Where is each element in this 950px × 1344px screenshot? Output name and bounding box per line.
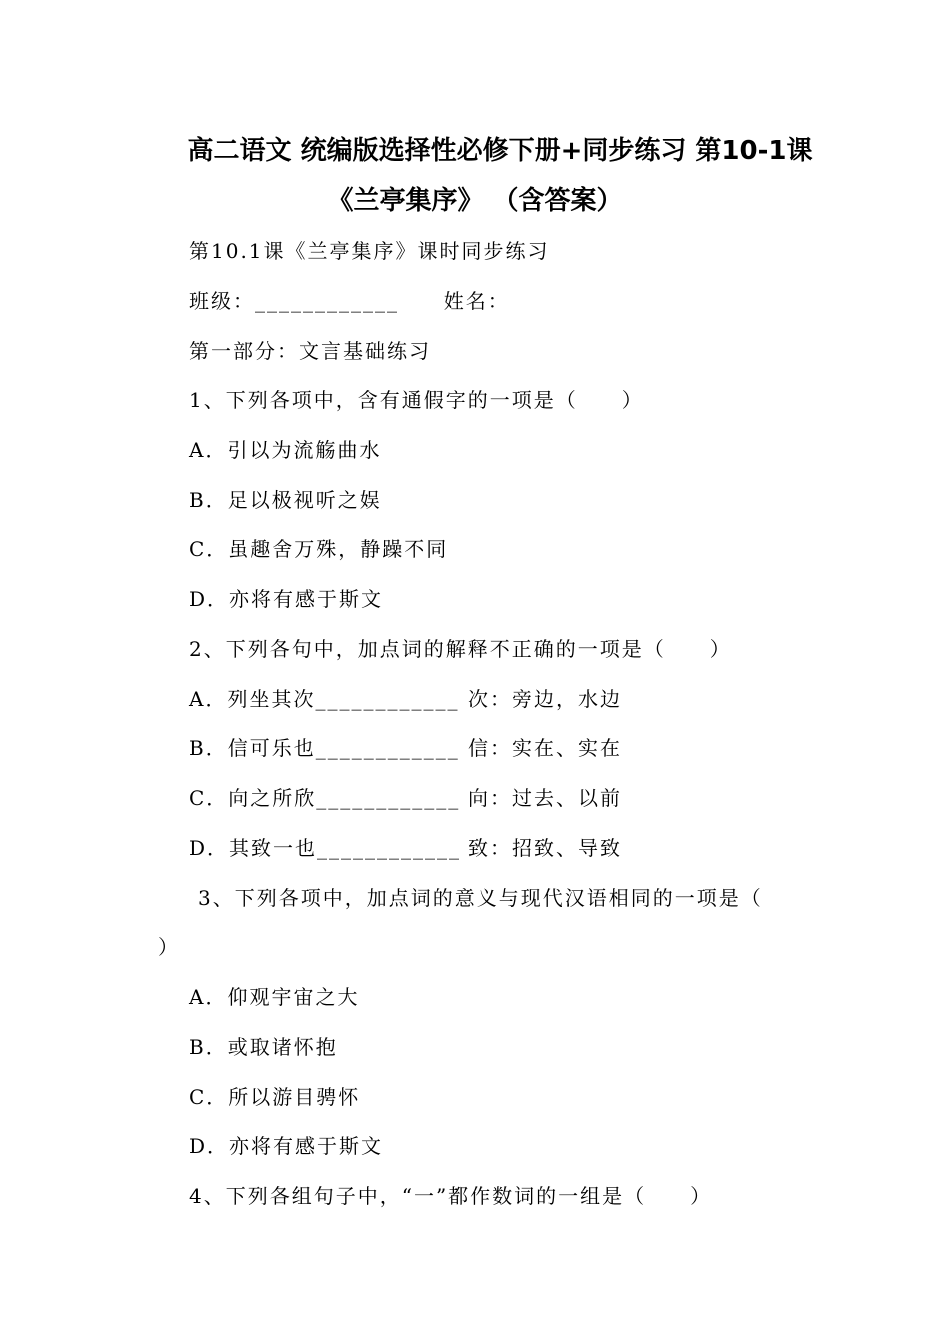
question-2-option-c-right: 向：过去、以前	[468, 786, 622, 810]
question-1-option-b: B．足以极视听之娱	[189, 488, 382, 512]
class-label: 班级：____________	[189, 289, 399, 313]
class-name-row	[189, 287, 510, 315]
question-2-option-a-left: A．列坐其次____________	[189, 687, 460, 711]
question-3-stem-end: ）	[158, 935, 180, 959]
section-heading: 第一部分：文言基础练习	[189, 339, 431, 363]
question-2-option-d-right: 致：招致、导致	[468, 836, 622, 860]
question-1-option-c: C．虽趣舍万殊，静躁不同	[189, 537, 449, 561]
question-2-option-b-right: 信：实在、实在	[468, 736, 622, 760]
question-3-option-b: B．或取诸怀抱	[189, 1035, 338, 1059]
question-2-option-c-left: C．向之所欣____________	[189, 786, 461, 810]
question-2-option-a-right: 次：旁边，水边	[468, 687, 622, 711]
name-label: 姓名：	[443, 289, 510, 313]
question-3-option-d: D．亦将有感于斯文	[189, 1134, 384, 1158]
question-1-option-a: A．引以为流觞曲水	[189, 438, 382, 462]
question-3-option-a: A．仰观宇宙之大	[189, 985, 360, 1009]
question-2-option-b-left: B．信可乐也____________	[189, 736, 460, 760]
question-4-stem: 4、下列各组句子中，“一”都作数词的一组是（ ）	[189, 1184, 713, 1208]
question-2-stem: 2、下列各句中，加点词的解释不正确的一项是（ ）	[189, 637, 732, 661]
question-1-stem: 1、下列各项中，含有通假字的一项是（ ）	[189, 388, 644, 412]
document-title-line-2: 《兰亭集序》 （含答案）	[327, 186, 623, 216]
lesson-subtitle: 第10.1课《兰亭集序》课时同步练习	[189, 239, 550, 263]
question-1-option-d: D．亦将有感于斯文	[189, 587, 384, 611]
question-2-option-d-left: D．其致一也____________	[189, 836, 462, 860]
question-3-stem: 3、下列各项中，加点词的意义与现代汉语相同的一项是（	[198, 886, 763, 910]
document-title-line-1: 高二语文 统编版选择性必修下册+同步练习 第10-1课	[187, 136, 813, 166]
question-3-option-c: C．所以游目骋怀	[189, 1085, 361, 1109]
